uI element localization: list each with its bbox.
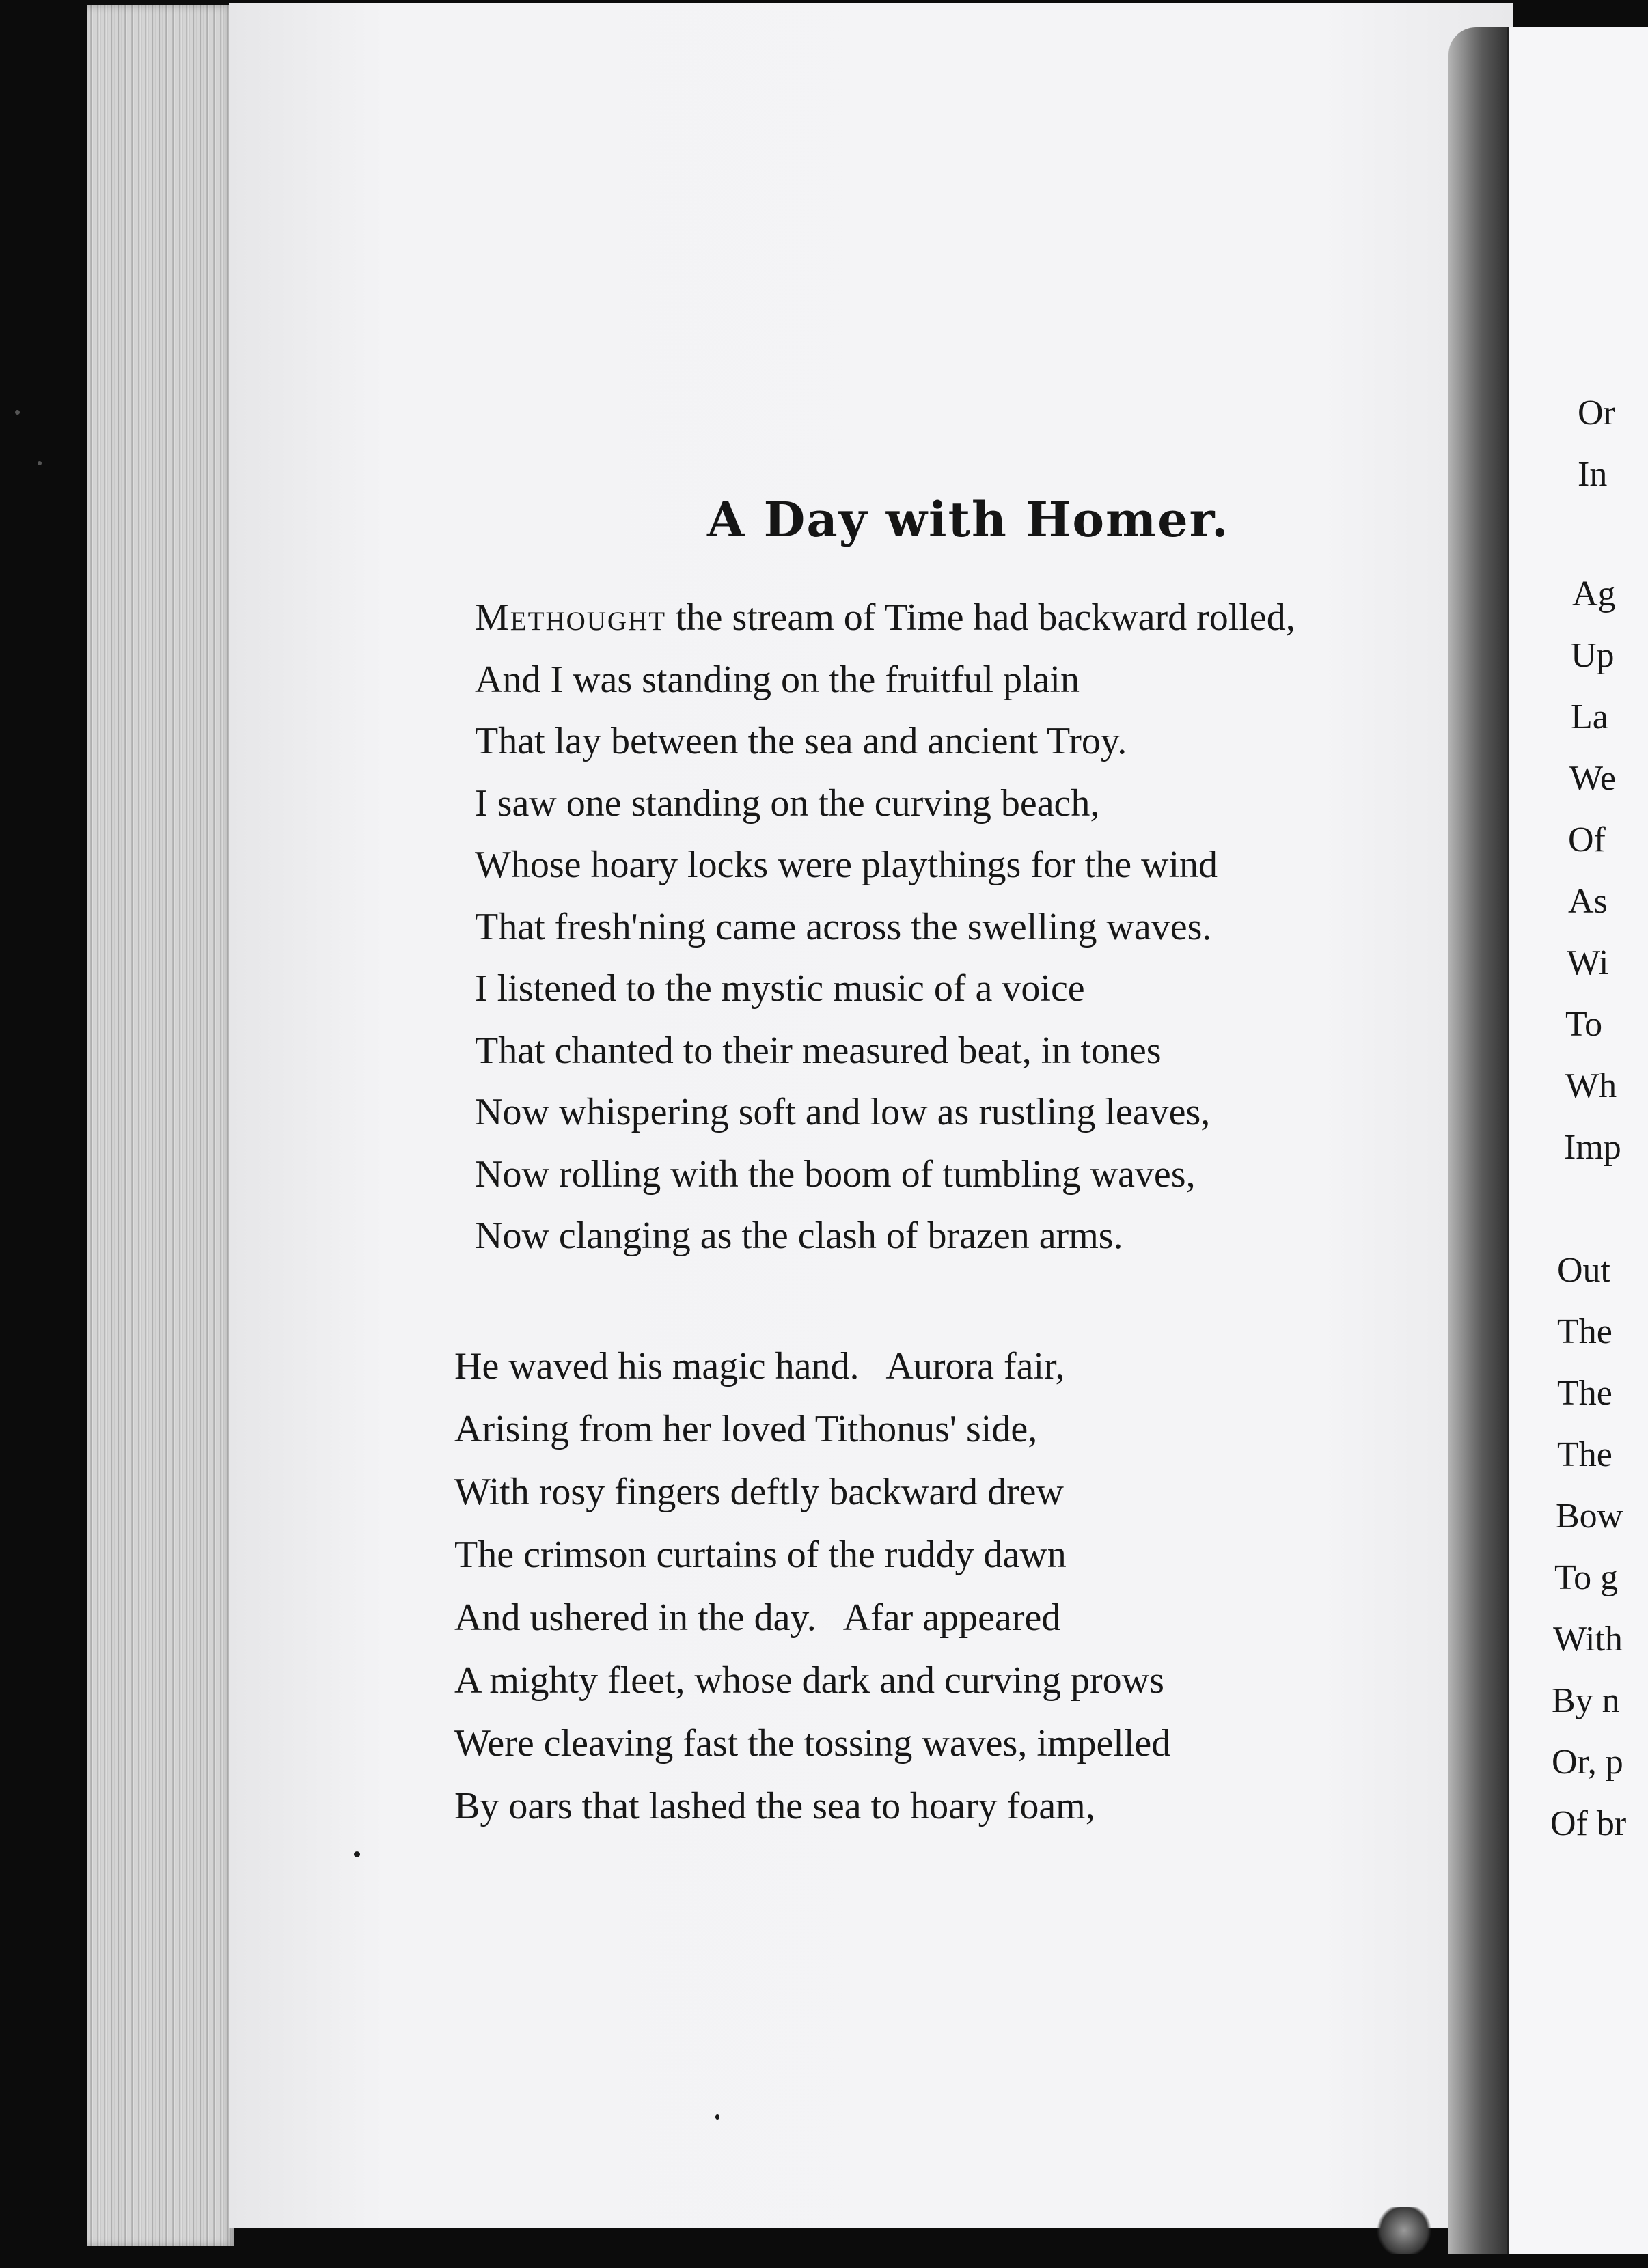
facing-line: Imp <box>1564 1128 1621 1167</box>
first-line-rest: the stream of Time had backward rolled, <box>666 596 1295 639</box>
poem-line: That lay between the sea and ancient Troy. <box>475 720 1127 762</box>
facing-line: Wi <box>1567 943 1609 982</box>
facing-line: The <box>1557 1435 1612 1474</box>
facing-line: As <box>1568 882 1608 921</box>
lead-word: Methought <box>475 596 667 639</box>
ink-speck <box>354 1851 360 1857</box>
facing-line: La <box>1571 697 1608 736</box>
facing-line: Or, p <box>1552 1743 1623 1782</box>
facing-line: Bow <box>1556 1497 1623 1536</box>
facing-line: The <box>1557 1374 1612 1413</box>
poem-line: Now clanging as the clash of brazen arms. <box>475 1215 1123 1257</box>
poem-line: And I was standing on the fruitful plain <box>475 658 1080 701</box>
ink-speck <box>15 410 20 415</box>
facing-line: To g <box>1554 1558 1619 1597</box>
smudge <box>1373 2207 1435 2254</box>
facing-line: Or <box>1578 393 1615 432</box>
poem-line: Now whispering soft and low as rustling leaves, <box>475 1091 1211 1133</box>
poem-line: That chanted to their measured beat, in tones <box>475 1029 1162 1072</box>
facing-line: Wh <box>1565 1066 1617 1105</box>
facing-line: Out <box>1557 1251 1610 1290</box>
poem-line: I saw one standing on the curving beach, <box>475 782 1100 825</box>
facing-line: Of br <box>1550 1804 1627 1843</box>
facing-line: With <box>1553 1620 1623 1659</box>
left-page <box>229 3 1513 2228</box>
facing-line: The <box>1557 1312 1612 1351</box>
poem-line: I listened to the mystic music of a voice <box>475 967 1085 1010</box>
poem-line: Arising from her loved Tithonus' side, <box>454 1408 1038 1450</box>
facing-line: In <box>1578 455 1608 494</box>
poem-line: By oars that lashed the sea to hoary foam, <box>454 1785 1095 1827</box>
facing-line: Ag <box>1572 575 1616 613</box>
poem-line: That fresh'ning came across the swelling waves. <box>475 905 1212 948</box>
poem-line <box>475 587 1295 649</box>
poem-title: A Day with Homer. <box>707 491 1230 548</box>
ink-speck <box>715 2114 719 2120</box>
poem-line: Were cleaving fast the tossing waves, impelled <box>454 1722 1171 1765</box>
facing-line: Up <box>1571 636 1615 675</box>
facing-line: By n <box>1552 1681 1620 1720</box>
stanza-2 <box>454 1335 1170 1838</box>
page-edges <box>87 5 234 2246</box>
poem-line: Now rolling with the boom of tumbling waves, <box>475 1152 1196 1195</box>
poem-line: With rosy fingers deftly backward drew <box>454 1471 1064 1513</box>
poem-line: A mighty fleet, whose dark and curving prows <box>454 1659 1164 1702</box>
facing-line: We <box>1569 759 1616 798</box>
facing-line: Of <box>1568 820 1606 859</box>
facing-line: To <box>1565 1005 1603 1044</box>
poem-line: The crimson curtains of the ruddy dawn <box>454 1534 1067 1576</box>
poem-line: He waved his magic hand. Aurora fair, <box>454 1345 1065 1387</box>
ink-speck <box>38 461 42 465</box>
facing-page <box>1507 27 1648 2254</box>
poem-line: And ushered in the day. Afar appeared <box>454 1596 1061 1639</box>
stanza-1 <box>475 587 1295 1267</box>
poem-line: Whose hoary locks were playthings for the wind <box>475 844 1218 886</box>
